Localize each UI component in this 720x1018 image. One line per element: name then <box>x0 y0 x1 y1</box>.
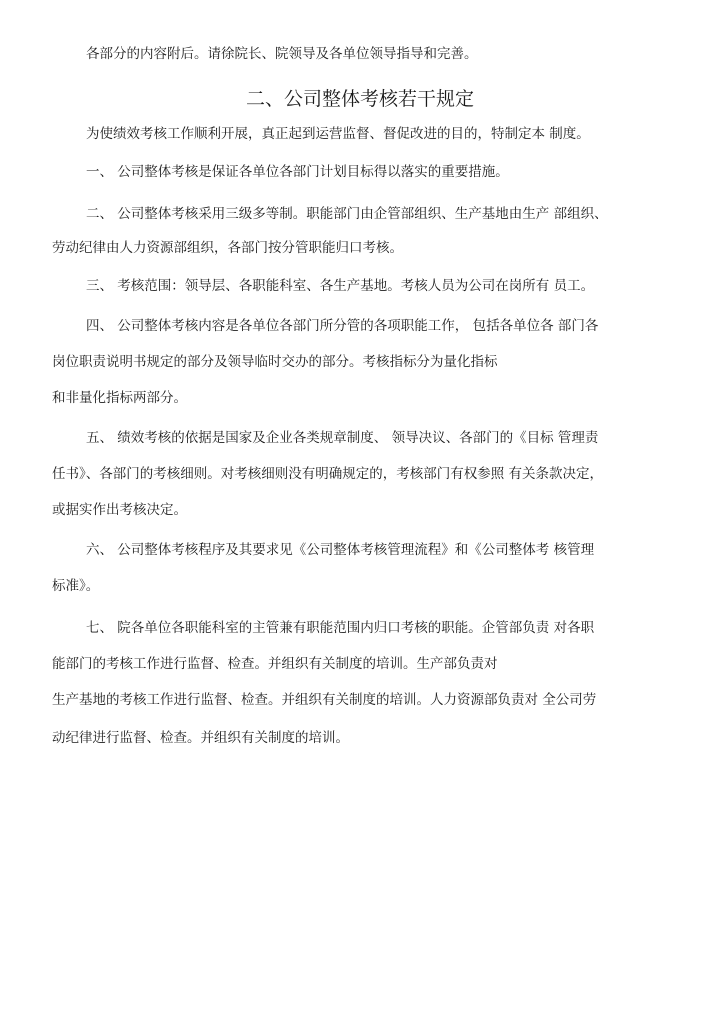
rule-item-4-line-1: 四、 公司整体考核内容是各单位各部门所分管的各项职能工作， 包括各单位各 部门各 <box>86 318 599 334</box>
rule-item-6-line-1: 六、 公司整体考核程序及其要求见《公司整体考核管理流程》和《公司整体考 核管理 <box>86 542 595 558</box>
rule-item-5-line-3: 或据实作出考核决定。 <box>52 502 187 518</box>
rule-item-7-line-2: 能部门的考核工作进行监督、检查。并组织有关制度的培训。生产部负责对 <box>52 656 498 672</box>
section-heading: 二、公司整体考核若干规定 <box>245 88 474 110</box>
rule-item-2-line-1: 二、 公司整体考核采用三级多等制。职能部门由企管部组织、生产基地由生产 部组织、 <box>86 206 608 222</box>
rule-item-5-line-2: 任书》、各部门的考核细则。对考核细则没有明确规定的，考核部门有权参照 有关条款决定， <box>52 466 604 482</box>
rule-item-5-line-1: 五、 绩效考核的依据是国家及企业各类规章制度、 领导决议、各部门的《目标 管理责 <box>86 430 599 446</box>
rule-item-4-line-3: 和非量化指标两部分。 <box>52 390 187 406</box>
rule-item-2-line-2: 劳动纪律由人力资源部组织，各部门按分管职能归口考核。 <box>52 240 403 256</box>
rule-item-7-line-3: 生产基地的考核工作进行监督、检查。并组织有关制度的培训。人力资源部负责对 全公司劳 <box>52 692 597 708</box>
rule-item-3: 三、 考核范围：领导层、各职能科室、各生产基地。考核人员为公司在岗所有 员工。 <box>86 278 595 294</box>
rule-item-6-line-2: 标准》。 <box>52 578 100 594</box>
intro-tail-line: 各部分的内容附后。请徐院长、院领导及各单位领导指导和完善。 <box>86 46 478 62</box>
rule-item-1: 一、 公司整体考核是保证各单位各部门计划目标得以落实的重要措施。 <box>86 164 509 180</box>
rule-item-7-line-4: 动纪律进行监督、检查。并组织有关制度的培训。 <box>52 730 349 746</box>
purpose-line: 为使绩效考核工作顺利开展，真正起到运营监督、督促改进的目的，特制定本 制度。 <box>86 126 590 142</box>
rule-item-7-line-1: 七、 院各单位各职能科室的主管兼有职能范围内归口考核的职能。企管部负责 对各职 <box>86 620 595 636</box>
rule-item-4-line-2: 岗位职责说明书规定的部分及领导临时交办的部分。考核指标分为量化指标 <box>52 354 498 370</box>
